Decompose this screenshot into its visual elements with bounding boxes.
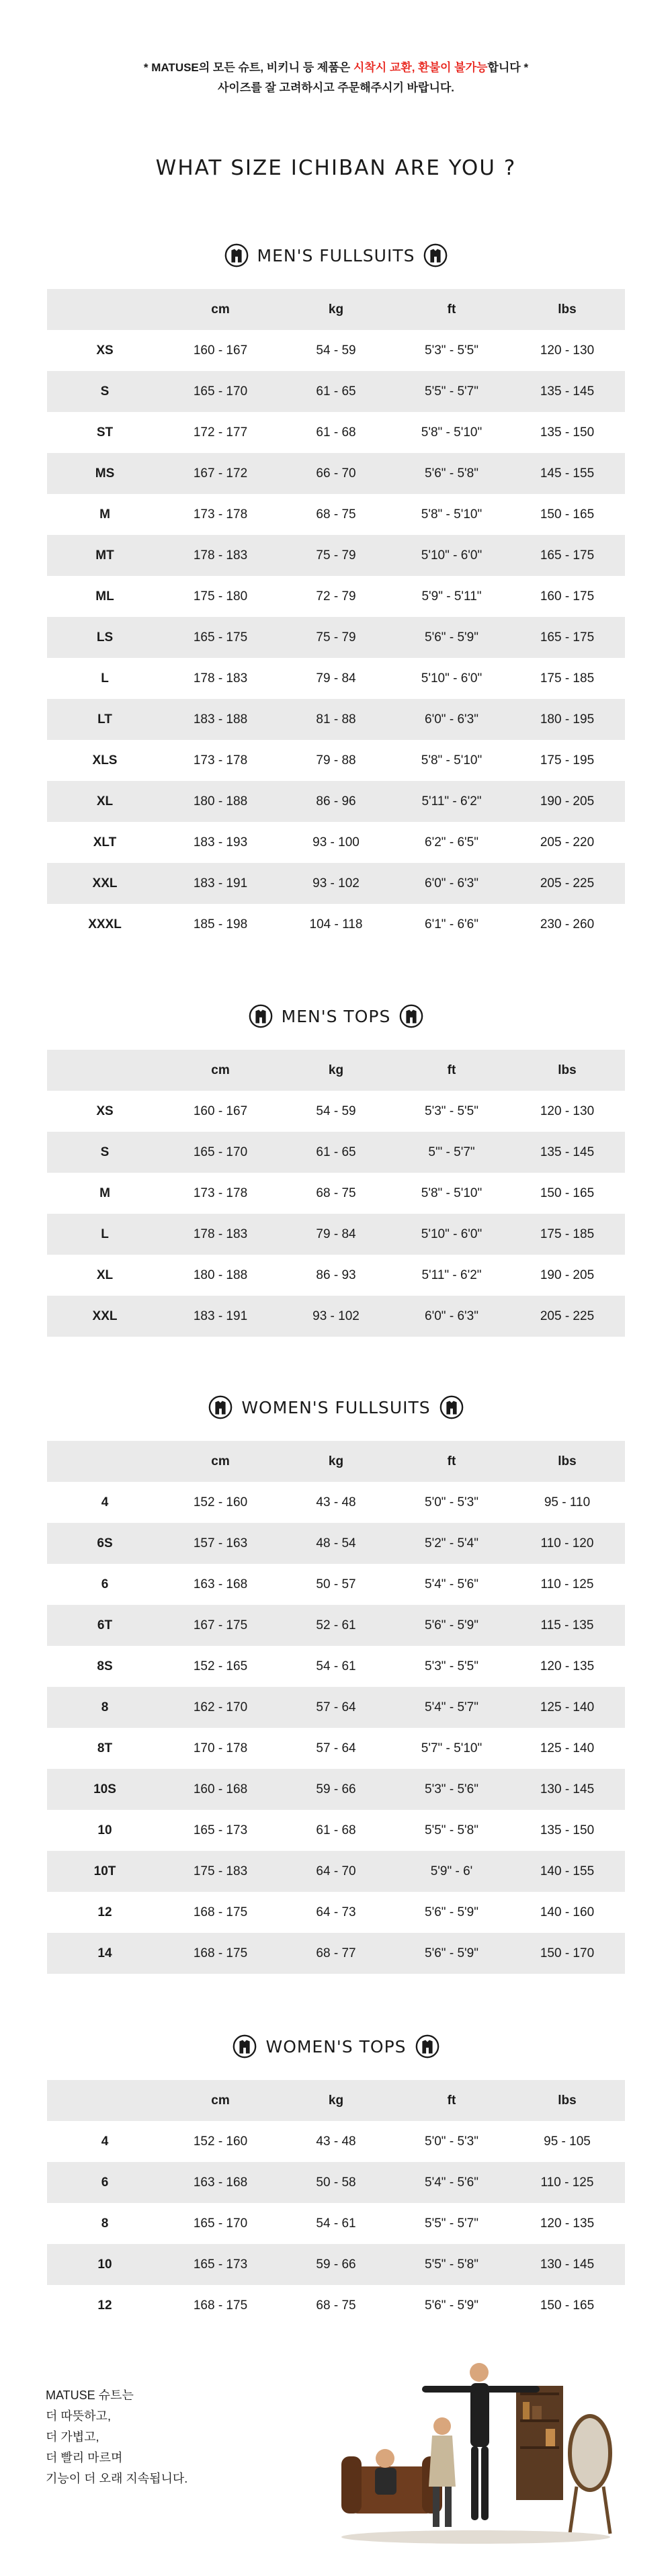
header-kg: kg [278,1050,394,1091]
size-value-ft: 5'4" - 5'6" [425,1577,478,1591]
size-value-kg: 57 - 64 [316,1741,356,1755]
size-value-ft: 5'5" - 5'7" [394,371,509,412]
size-value-ft: 5'0" - 5'3" [425,2134,478,2149]
size-value-kg: 54 - 61 [316,1659,356,1673]
size-label: 14 [47,1933,163,1974]
size-label: 8 [101,2216,109,2231]
header-ft: ft [394,2080,509,2121]
table-row [47,781,625,822]
section-mens-tops [47,1001,625,1337]
table-row [47,1523,625,1564]
table-row [47,1296,625,1337]
size-value-kg: 54 - 59 [316,343,356,358]
size-value-cm: 165 - 170 [163,1132,278,1173]
size-value-kg: 68 - 75 [316,1186,356,1200]
size-value-cm: 163 - 168 [163,2162,278,2203]
size-value-kg: 50 - 57 [316,1577,356,1591]
size-value-ft: 6'0" - 6'3" [394,699,509,740]
size-value-ft: 5'6" - 5'9" [425,2298,478,2313]
section-title-text: WOMEN'S FULLSUITS [241,1397,431,1417]
table-row [47,535,625,576]
size-value-kg: 86 - 96 [278,781,394,822]
size-value-cm: 165 - 173 [193,1823,248,1837]
size-value-lbs: 135 - 150 [540,1823,595,1837]
size-value-lbs: 115 - 135 [509,1605,625,1646]
size-value-lbs: 230 - 260 [540,917,595,931]
size-value-cm: 162 - 170 [163,1687,278,1728]
size-value-ft: 6'2" - 6'5" [425,835,478,849]
size-value-lbs: 135 - 145 [509,371,625,412]
footer-line: 더 따뜻하고, [46,2409,111,2423]
size-value-kg: 93 - 102 [278,863,394,904]
size-value-kg: 64 - 73 [316,1905,356,1919]
size-value-cm: 163 - 168 [193,1577,248,1591]
table-row [47,2162,625,2203]
size-label: XLT [93,835,117,849]
size-value-kg: 79 - 88 [316,753,356,767]
size-label: 8S [97,1659,113,1673]
size-value-kg: 61 - 65 [278,371,394,412]
size-value-cm: 183 - 191 [163,1296,278,1337]
footer-line: 더 빨리 마르며 [46,2451,123,2464]
notice-line-1 [0,58,672,78]
size-value-lbs: 125 - 140 [509,1687,625,1728]
table-row [47,2244,625,2285]
size-value-ft: 5'6" - 5'9" [425,1905,478,1919]
size-value-cm: 172 - 177 [193,425,248,440]
size-value-kg: 66 - 70 [278,453,394,494]
size-value-kg: 68 - 75 [316,2298,356,2313]
size-value-lbs: 130 - 145 [509,1769,625,1810]
wetsuit-icon [248,1003,274,1029]
size-label: LT [47,699,163,740]
size-table [47,1050,625,1337]
size-value-lbs: 190 - 205 [540,1268,595,1282]
size-value-kg: 72 - 79 [316,589,356,604]
size-value-lbs: 145 - 155 [509,453,625,494]
size-value-lbs: 140 - 160 [540,1905,595,1919]
size-value-cm: 173 - 178 [193,1186,248,1200]
size-value-cm: 173 - 178 [193,753,248,767]
size-value-lbs: 175 - 195 [540,753,595,767]
table-header-row [47,1050,625,1091]
table-row [47,371,625,412]
size-value-cm: 165 - 175 [163,617,278,658]
table-row [47,1892,625,1933]
size-value-cm: 178 - 183 [163,535,278,576]
size-value-cm: 160 - 168 [163,1769,278,1810]
table-row [47,617,625,658]
size-value-kg: 59 - 66 [278,2244,394,2285]
size-value-kg: 54 - 59 [316,1104,356,1118]
section-title [47,1393,625,1422]
size-value-lbs: 160 - 175 [540,589,595,604]
size-value-cm: 152 - 160 [193,2134,248,2149]
footer-line: MATUSE 슈트는 [46,2388,134,2402]
size-label: 6 [47,2162,163,2203]
size-label: MS [47,453,163,494]
size-label: XS [96,343,114,358]
size-label: M [99,507,110,522]
header-lbs: lbs [509,1050,625,1091]
size-value-ft: 5'0" - 5'3" [425,1495,478,1509]
size-value-kg: 57 - 64 [278,1687,394,1728]
size-value-cm: 175 - 180 [193,589,248,604]
size-value-ft: 5'8" - 5'10" [421,753,482,767]
size-value-lbs: 120 - 135 [540,2216,595,2231]
size-value-kg: 54 - 61 [316,2216,356,2231]
size-value-cm: 168 - 175 [193,1905,248,1919]
header-ft: ft [394,1050,509,1091]
table-row [47,1091,625,1132]
size-label: 8 [47,1687,163,1728]
notice-suffix: 합니다 * [487,61,529,74]
size-value-lbs: 95 - 105 [544,2134,591,2149]
size-table [47,289,625,945]
size-value-ft: 5'6" - 5'9" [394,617,509,658]
size-value-lbs: 150 - 165 [540,1186,595,1200]
size-value-ft: 5'4" - 5'6" [394,2162,509,2203]
size-label: 10 [97,1823,112,1837]
size-label: 6 [101,1577,109,1591]
size-value-cm: 178 - 183 [193,671,248,685]
size-value-lbs: 110 - 125 [509,2162,625,2203]
header-lbs: lbs [509,2080,625,2121]
section-title [47,1001,625,1031]
size-value-lbs: 150 - 165 [540,2298,595,2313]
size-value-ft: 5'8" - 5'10" [421,507,482,522]
size-value-ft: 5'3" - 5'5" [425,1104,478,1118]
table-row [47,494,625,535]
size-value-ft: 5'10" - 6'0" [394,535,509,576]
section-title-text: WOMEN'S TOPS [265,2036,407,2056]
size-value-cm: 183 - 193 [193,835,248,849]
size-value-ft: 5'7" - 5'10" [421,1741,482,1755]
size-value-cm: 173 - 178 [193,507,248,522]
header-kg: kg [278,289,394,330]
table-row [47,1810,625,1851]
header-cm: cm [163,2080,278,2121]
size-value-cm: 152 - 160 [193,1495,248,1509]
size-value-ft: 5'10" - 6'0" [394,1214,509,1255]
wetsuit-icon [439,1395,464,1420]
size-value-lbs: 130 - 145 [509,2244,625,2285]
size-value-cm: 180 - 188 [193,1268,248,1282]
size-value-cm: 175 - 183 [163,1851,278,1892]
size-value-kg: 104 - 118 [309,917,363,931]
size-value-cm: 178 - 183 [163,1214,278,1255]
size-value-ft: 5'9" - 6' [394,1851,509,1892]
size-label: L [101,671,109,685]
size-value-lbs: 125 - 140 [540,1741,595,1755]
size-value-kg: 68 - 77 [278,1933,394,1974]
table-header-row [47,1441,625,1482]
size-value-ft: 5'8" - 5'10" [421,1186,482,1200]
wetsuit-icon [224,243,249,268]
size-value-kg: 93 - 102 [278,1296,394,1337]
footer-text [46,2385,187,2489]
size-label: S [47,371,163,412]
size-label: XLS [92,753,118,767]
wetsuit-icon [415,2034,440,2059]
size-label: 6T [47,1605,163,1646]
table-row [47,1851,625,1892]
size-value-kg: 79 - 84 [278,1214,394,1255]
size-value-cm: 168 - 175 [163,1933,278,1974]
table-row [47,699,625,740]
footer-line: 기능이 더 오래 지속됩니다. [46,2472,188,2485]
table-row [47,2121,625,2162]
size-value-cm: 183 - 188 [163,699,278,740]
size-label: XXXL [88,917,122,931]
size-label: 4 [101,1495,109,1509]
table-row [47,330,625,371]
header-size [47,289,163,330]
header-cm: cm [163,1050,278,1091]
size-value-ft: 5'3" - 5'6" [394,1769,509,1810]
size-label: 12 [97,1905,112,1919]
size-value-lbs: 140 - 155 [509,1851,625,1892]
notice-warning: 시착시 교환, 환불이 불가능 [353,61,488,74]
table-row [47,412,625,453]
size-value-kg: 93 - 100 [312,835,360,849]
size-label: XL [47,781,163,822]
table-row [47,1769,625,1810]
size-value-ft: 5'6" - 5'9" [394,1933,509,1974]
header-kg: kg [278,2080,394,2121]
section-title [47,241,625,270]
header-size [47,1050,163,1091]
size-value-ft: 5'6" - 5'8" [394,453,509,494]
size-label: 12 [97,2298,112,2313]
size-value-cm: 185 - 198 [193,917,248,931]
size-label: 10S [47,1769,163,1810]
table-row [47,453,625,494]
table-row [47,1933,625,1974]
size-value-ft: 5'11" - 6'2" [394,781,509,822]
size-value-ft: 6'0" - 6'3" [394,863,509,904]
size-value-kg: 79 - 84 [316,671,356,685]
size-value-cm: 152 - 165 [193,1659,248,1673]
table-row [47,658,625,699]
size-value-lbs: 120 - 130 [540,343,595,358]
section-title [47,2032,625,2061]
size-value-lbs: 135 - 145 [509,1132,625,1173]
size-value-kg: 68 - 75 [316,507,356,522]
notice [0,58,672,98]
section-title-text: MEN'S FULLSUITS [257,245,415,265]
size-label: 6S [47,1523,163,1564]
table-row [47,1687,625,1728]
header-size [47,2080,163,2121]
size-value-cm: 170 - 178 [193,1741,248,1755]
size-value-ft: 5'9" - 5'11" [421,589,482,604]
size-value-kg: 61 - 68 [316,1823,356,1837]
header-ft: ft [394,1441,509,1482]
wetsuit-icon [208,1395,233,1420]
size-label: S [47,1132,163,1173]
size-value-lbs: 180 - 195 [509,699,625,740]
size-value-kg: 43 - 48 [316,1495,356,1509]
size-label: XL [96,1268,114,1282]
table-row [47,1605,625,1646]
size-value-lbs: 120 - 130 [540,1104,595,1118]
section-mens-fullsuits [47,241,625,945]
table-header-row [47,2080,625,2121]
size-value-cm: 180 - 188 [163,781,278,822]
size-value-ft: 5'4" - 5'7" [394,1687,509,1728]
header-lbs: lbs [509,289,625,330]
size-value-lbs: 205 - 225 [509,1296,625,1337]
size-value-kg: 81 - 88 [278,699,394,740]
size-value-kg: 52 - 61 [278,1605,394,1646]
size-value-lbs: 165 - 175 [509,617,625,658]
size-label: XXL [47,1296,163,1337]
size-value-kg: 61 - 68 [316,425,356,440]
size-value-kg: 86 - 93 [316,1268,356,1282]
size-label: LS [47,617,163,658]
section-womens-tops [47,2032,625,2326]
size-value-lbs: 205 - 220 [540,835,595,849]
size-label: XXL [47,863,163,904]
size-value-ft: 5'" - 5'7" [394,1132,509,1173]
table-row [47,2285,625,2326]
size-value-cm: 165 - 170 [163,371,278,412]
table-row [47,863,625,904]
table-row [47,2203,625,2244]
wetsuit-icon [423,243,448,268]
size-value-ft: 5'5" - 5'8" [394,2244,509,2285]
section-womens-fullsuits [47,1393,625,1974]
size-value-ft: 5'6" - 5'9" [394,1605,509,1646]
size-value-ft: 5'10" - 6'0" [421,671,482,685]
size-value-kg: 75 - 79 [278,535,394,576]
size-value-cm: 160 - 167 [193,343,248,358]
header-cm: cm [163,289,278,330]
size-value-lbs: 175 - 185 [509,1214,625,1255]
table-row [47,1132,625,1173]
size-label: XS [96,1104,114,1118]
size-value-ft: 5'8" - 5'10" [421,425,482,440]
size-label: M [99,1186,110,1200]
size-value-kg: 75 - 79 [278,617,394,658]
table-row [47,822,625,863]
table-row [47,1728,625,1769]
header-kg: kg [278,1441,394,1482]
header-cm: cm [163,1441,278,1482]
table-row [47,1255,625,1296]
brand-photo [321,2345,630,2547]
size-value-ft: 5'5" - 5'8" [425,1823,478,1837]
size-value-kg: 61 - 65 [278,1132,394,1173]
size-table [47,2080,625,2326]
size-label: L [47,1214,163,1255]
size-value-cm: 157 - 163 [163,1523,278,1564]
table-row [47,1646,625,1687]
size-value-kg: 48 - 54 [278,1523,394,1564]
size-value-cm: 167 - 175 [163,1605,278,1646]
size-value-lbs: 120 - 135 [540,1659,595,1673]
header-size [47,1441,163,1482]
size-value-ft: 5'2" - 5'4" [394,1523,509,1564]
size-value-kg: 64 - 70 [278,1851,394,1892]
table-row [47,576,625,617]
size-value-cm: 165 - 173 [163,2244,278,2285]
table-header-row [47,289,625,330]
size-value-kg: 59 - 66 [278,1769,394,1810]
size-label: ML [95,589,114,604]
page-title: WHAT SIZE ICHIBAN ARE YOU ? [155,156,517,180]
size-label: 8T [97,1741,113,1755]
size-value-cm: 167 - 172 [163,453,278,494]
size-value-ft: 5'11" - 6'2" [421,1268,482,1282]
size-label: 10T [47,1851,163,1892]
size-value-lbs: 165 - 175 [509,535,625,576]
size-table [47,1441,625,1974]
wetsuit-icon [232,2034,257,2059]
size-value-kg: 43 - 48 [316,2134,356,2149]
size-value-lbs: 175 - 185 [540,671,595,685]
size-value-lbs: 150 - 170 [509,1933,625,1974]
size-value-cm: 160 - 167 [193,1104,248,1118]
size-value-lbs: 150 - 165 [540,507,595,522]
size-label: 10 [47,2244,163,2285]
table-row [47,904,625,945]
section-title-text: MEN'S TOPS [281,1006,391,1026]
size-value-lbs: 95 - 110 [544,1495,591,1509]
size-value-ft: 6'1" - 6'6" [425,917,478,931]
header-lbs: lbs [509,1441,625,1482]
notice-line-2: 사이즈를 잘 고려하시고 주문해주시기 바랍니다. [217,81,455,94]
size-value-ft: 5'5" - 5'7" [425,2216,478,2231]
table-row [47,740,625,781]
header-ft: ft [394,289,509,330]
size-value-lbs: 110 - 125 [540,1577,594,1591]
footer-line: 더 가볍고, [46,2430,99,2444]
size-value-ft: 5'3" - 5'5" [425,343,478,358]
notice-prefix: * MATUSE의 모든 슈트, 비키니 등 제품은 [143,61,353,74]
size-value-cm: 165 - 170 [193,2216,248,2231]
table-row [47,1564,625,1605]
size-value-cm: 168 - 175 [193,2298,248,2313]
table-row [47,1173,625,1214]
size-value-lbs: 135 - 150 [540,425,595,440]
size-label: 4 [101,2134,109,2149]
table-row [47,1482,625,1523]
size-label: ST [96,425,114,440]
size-label: MT [47,535,163,576]
size-value-ft: 5'3" - 5'5" [425,1659,478,1673]
size-value-lbs: 190 - 205 [509,781,625,822]
size-value-lbs: 110 - 120 [509,1523,625,1564]
size-value-cm: 183 - 191 [163,863,278,904]
size-value-lbs: 205 - 225 [509,863,625,904]
table-row [47,1214,625,1255]
size-value-kg: 50 - 58 [278,2162,394,2203]
wetsuit-icon [398,1003,424,1029]
size-value-ft: 6'0" - 6'3" [394,1296,509,1337]
